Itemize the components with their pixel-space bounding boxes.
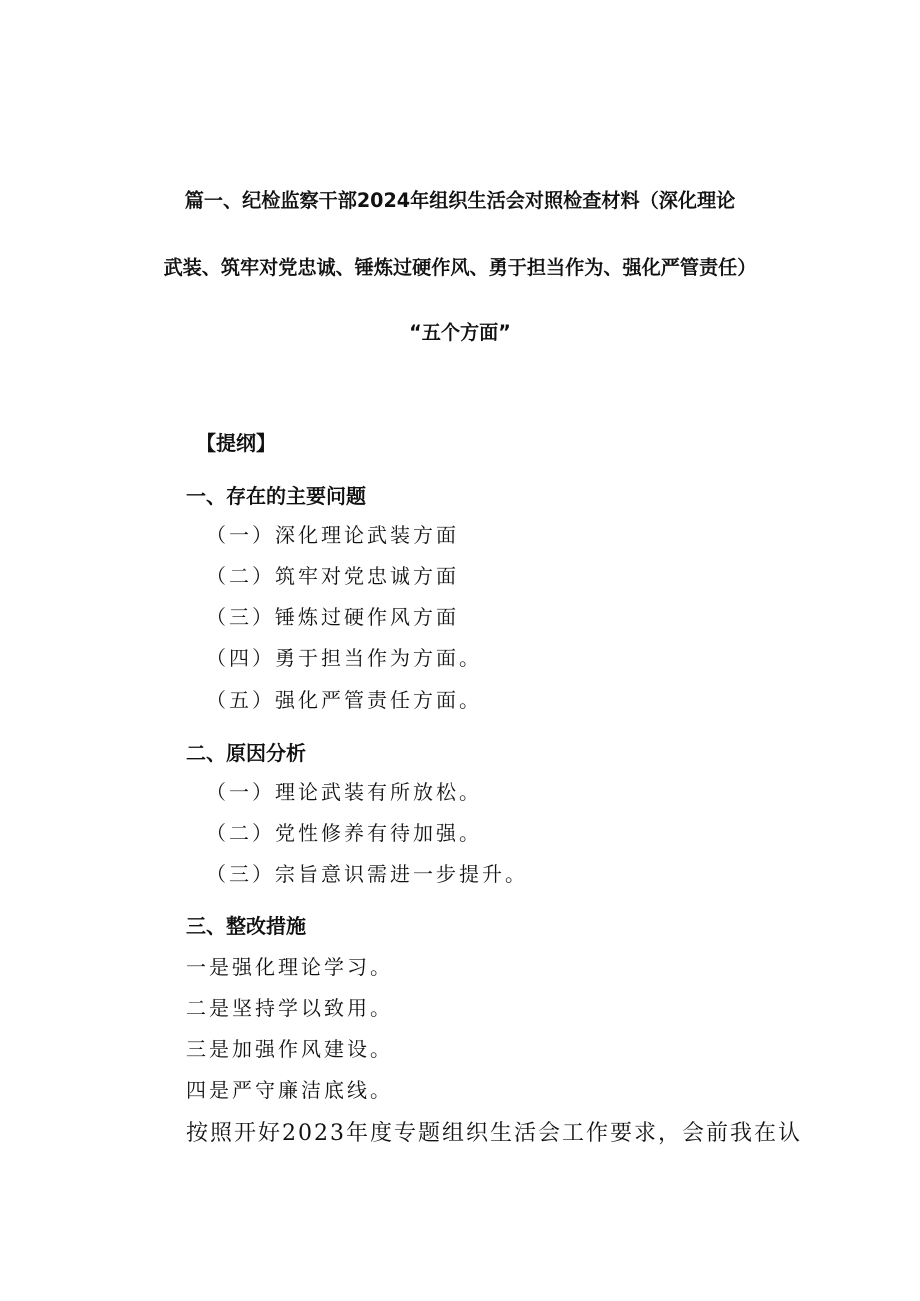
section-3-item: 三是加强作风建设。 [186,1037,393,1061]
section-2-item: （二）党性修养有待加强。 [206,821,482,845]
section-2-item: （三）宗旨意识需进一步提升。 [206,862,528,886]
section-1-item: （五）强化严管责任方面。 [206,688,482,712]
section-1-item: （四）勇于担当作为方面。 [206,646,482,670]
section-1-item: （一）深化理论武装方面 [206,523,459,547]
section-3-item: 一是强化理论学习。 [186,955,393,979]
section-1-heading: 一、存在的主要问题 [186,484,366,508]
outline-label: 【提纲】 [196,431,276,455]
section-2-heading: 二、原因分析 [186,741,306,765]
section-3-item: 四是严守廉洁底线。 [186,1078,393,1102]
section-1-item: （二）筑牢对党忠诚方面 [206,564,459,588]
section-3-item: 二是坚持学以致用。 [186,996,393,1020]
document-title-line-1: 篇一、纪检监察干部2024年组织生活会对照检查材料（深化理论 [184,189,736,212]
body-paragraph-start: 按照开好2023年度专题组织生活会工作要求，会前我在认 [186,1121,802,1146]
section-1-item: （三）锤炼过硬作风方面 [206,605,459,629]
document-title-line-3: “五个方面” [409,321,511,344]
section-2-item: （一）理论武装有所放松。 [206,780,482,804]
document-title-line-2: 武装、筑牢对党忠诚、锤炼过硬作风、勇于担当作为、强化严管责任） [163,256,757,279]
section-3-heading: 三、整改措施 [186,914,306,938]
